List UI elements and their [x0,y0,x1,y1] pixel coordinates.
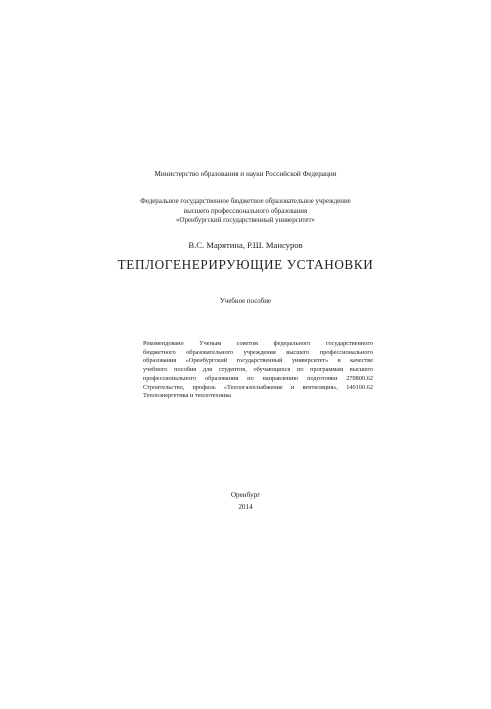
recommendation-line: образования «Оренбургский государственный университет» в качестве [143,357,373,365]
imprint-city: Оренбург [230,491,261,499]
recommendation-block [143,340,373,401]
ministry-line: Министерство образования и науки Российской Федерации [154,170,337,178]
recommendation-line: бюджетного образовательного учреждения высшего профессионального [143,348,373,356]
imprint-block [0,489,491,513]
institution-line-3: «Оренбургский государственный университет» [176,217,315,224]
recommendation-line: учебного пособия для студентов, обучающихся по программам высшего [143,366,373,374]
document-type: Учебное пособие [220,298,271,305]
institution-line-2: высшего профессионального образования [183,207,308,215]
imprint-year: 2014 [238,503,253,511]
authors: В.С. Марятина, Р.Ш. Мансуров [188,240,303,250]
document-title: ТЕПЛОГЕНЕРИРУЮЩИЕ УСТАНОВКИ [117,257,374,272]
recommendation-line: Строительство, профиль «Теплогазоснабжение и вентиляция», 140100.62 [143,383,373,391]
institution-line-1: Федеральное государственное бюджетное образовательное учреждение [140,198,351,205]
institution-block [0,197,491,226]
recommendation-line: профессионального образования по направлению подготовки 270800.62 [143,374,373,382]
recommendation-line: Теплоэнергетика и теплотехника [143,392,232,400]
recommendation-line: Рекомендовано Ученым советом федерального государственного [143,340,373,347]
